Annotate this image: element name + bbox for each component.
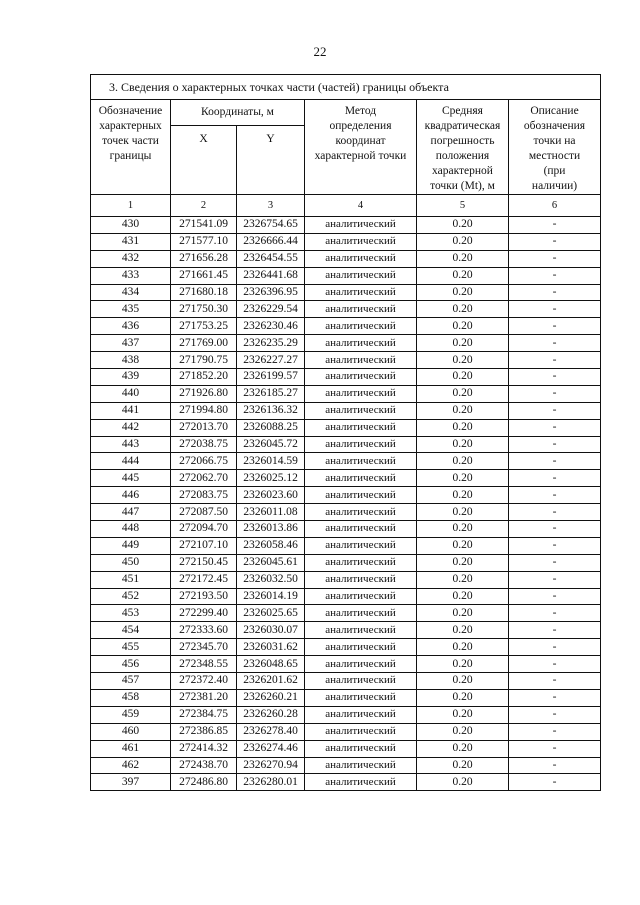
column-number: 2 xyxy=(171,195,237,217)
table-row xyxy=(91,656,601,673)
method-cell: аналитический xyxy=(305,706,417,723)
header-line: Средняя xyxy=(442,105,483,117)
description-cell: - xyxy=(509,622,601,639)
error-cell: 0.20 xyxy=(417,402,509,419)
header-line: координат xyxy=(335,135,386,147)
point-cell: 461 xyxy=(91,740,171,757)
y-coordinate-cell: 2326396.95 xyxy=(237,284,305,301)
y-coordinate-cell: 2326278.40 xyxy=(237,723,305,740)
page-number: 22 xyxy=(313,44,327,59)
point-cell: 448 xyxy=(91,521,171,538)
description-cell: - xyxy=(509,233,601,250)
column-number: 4 xyxy=(305,195,417,217)
table-row xyxy=(91,588,601,605)
point-cell: 446 xyxy=(91,487,171,504)
table-row xyxy=(91,487,601,504)
x-coordinate-cell: 272062.70 xyxy=(171,470,237,487)
method-cell: аналитический xyxy=(305,250,417,267)
x-coordinate-cell: 272386.85 xyxy=(171,723,237,740)
y-coordinate-cell: 2326754.65 xyxy=(237,217,305,234)
point-cell: 445 xyxy=(91,470,171,487)
x-coordinate-cell: 272486.80 xyxy=(171,774,237,791)
description-cell: - xyxy=(509,521,601,538)
y-coordinate-cell: 2326014.59 xyxy=(237,453,305,470)
description-cell: - xyxy=(509,656,601,673)
x-coordinate-cell: 271926.80 xyxy=(171,385,237,402)
description-cell: - xyxy=(509,453,601,470)
y-coordinate-cell: 2326227.27 xyxy=(237,352,305,369)
method-cell: аналитический xyxy=(305,571,417,588)
description-cell: - xyxy=(509,419,601,436)
method-cell: аналитический xyxy=(305,639,417,656)
point-cell: 449 xyxy=(91,537,171,554)
y-coordinate-cell: 2326260.21 xyxy=(237,689,305,706)
method-cell: аналитический xyxy=(305,284,417,301)
point-cell: 457 xyxy=(91,673,171,690)
table-row xyxy=(91,571,601,588)
error-cell: 0.20 xyxy=(417,453,509,470)
column-number: 3 xyxy=(237,195,305,217)
y-coordinate-cell: 2326058.46 xyxy=(237,537,305,554)
x-coordinate-cell: 271994.80 xyxy=(171,402,237,419)
x-coordinate-cell: 271769.00 xyxy=(171,335,237,352)
header-line: обозначения xyxy=(523,120,586,132)
point-cell: 442 xyxy=(91,419,171,436)
y-coordinate-cell: 2326280.01 xyxy=(237,774,305,791)
method-cell: аналитический xyxy=(305,369,417,386)
x-coordinate-cell: 272150.45 xyxy=(171,554,237,571)
y-coordinate-cell: 2326136.32 xyxy=(237,402,305,419)
table-row xyxy=(91,554,601,571)
point-cell: 462 xyxy=(91,757,171,774)
table-row xyxy=(91,233,601,250)
point-cell: 432 xyxy=(91,250,171,267)
point-cell: 430 xyxy=(91,217,171,234)
y-coordinate-cell: 2326274.46 xyxy=(237,740,305,757)
error-cell: 0.20 xyxy=(417,284,509,301)
error-cell: 0.20 xyxy=(417,723,509,740)
error-cell: 0.20 xyxy=(417,470,509,487)
header-line: погрешность xyxy=(430,135,495,147)
table-row xyxy=(91,419,601,436)
point-cell: 452 xyxy=(91,588,171,605)
table-row xyxy=(91,402,601,419)
method-cell: аналитический xyxy=(305,233,417,250)
method-cell: аналитический xyxy=(305,419,417,436)
error-cell: 0.20 xyxy=(417,419,509,436)
error-cell: 0.20 xyxy=(417,774,509,791)
point-cell: 455 xyxy=(91,639,171,656)
description-cell: - xyxy=(509,504,601,521)
header-mean-square-error xyxy=(417,100,509,195)
y-coordinate-cell: 2326032.50 xyxy=(237,571,305,588)
description-cell: - xyxy=(509,605,601,622)
description-cell: - xyxy=(509,369,601,386)
header-line: положения xyxy=(435,150,490,162)
point-cell: 437 xyxy=(91,335,171,352)
method-cell: аналитический xyxy=(305,470,417,487)
description-cell: - xyxy=(509,470,601,487)
x-coordinate-cell: 272013.70 xyxy=(171,419,237,436)
error-cell: 0.20 xyxy=(417,554,509,571)
method-cell: аналитический xyxy=(305,385,417,402)
table-row xyxy=(91,639,601,656)
y-coordinate-cell: 2326025.12 xyxy=(237,470,305,487)
method-cell: аналитический xyxy=(305,554,417,571)
y-coordinate-cell: 2326013.86 xyxy=(237,521,305,538)
description-cell: - xyxy=(509,757,601,774)
table-row xyxy=(91,436,601,453)
x-coordinate-cell: 272087.50 xyxy=(171,504,237,521)
column-number-row xyxy=(91,195,601,217)
header-coordinates: Координаты, м xyxy=(171,100,305,126)
x-coordinate-cell: 271656.28 xyxy=(171,250,237,267)
method-cell: аналитический xyxy=(305,605,417,622)
point-cell: 436 xyxy=(91,318,171,335)
point-cell: 451 xyxy=(91,571,171,588)
x-coordinate-cell: 272107.10 xyxy=(171,537,237,554)
method-cell: аналитический xyxy=(305,673,417,690)
header-line: Обозначение xyxy=(98,105,163,117)
error-cell: 0.20 xyxy=(417,487,509,504)
y-coordinate-cell: 2326030.07 xyxy=(237,622,305,639)
y-coordinate-cell: 2326185.27 xyxy=(237,385,305,402)
header-line: Метод xyxy=(344,105,377,117)
x-coordinate-cell: 272299.40 xyxy=(171,605,237,622)
error-cell: 0.20 xyxy=(417,639,509,656)
table-row xyxy=(91,504,601,521)
description-cell: - xyxy=(509,673,601,690)
header-line: квадратическая xyxy=(424,120,501,132)
description-cell: - xyxy=(509,301,601,318)
point-cell: 453 xyxy=(91,605,171,622)
method-cell: аналитический xyxy=(305,352,417,369)
description-cell: - xyxy=(509,385,601,402)
error-cell: 0.20 xyxy=(417,740,509,757)
error-cell: 0.20 xyxy=(417,217,509,234)
description-cell: - xyxy=(509,571,601,588)
header-line: характерной точки xyxy=(314,150,407,162)
column-number: 5 xyxy=(417,195,509,217)
y-coordinate-cell: 2326199.57 xyxy=(237,369,305,386)
method-cell: аналитический xyxy=(305,740,417,757)
table-row xyxy=(91,267,601,284)
y-coordinate-cell: 2326235.29 xyxy=(237,335,305,352)
error-cell: 0.20 xyxy=(417,521,509,538)
x-coordinate-cell: 271661.45 xyxy=(171,267,237,284)
x-coordinate-cell: 272414.32 xyxy=(171,740,237,757)
error-cell: 0.20 xyxy=(417,622,509,639)
method-cell: аналитический xyxy=(305,504,417,521)
y-coordinate-cell: 2326048.65 xyxy=(237,656,305,673)
header-line: точки на xyxy=(533,135,576,147)
error-cell: 0.20 xyxy=(417,605,509,622)
error-cell: 0.20 xyxy=(417,267,509,284)
point-cell: 438 xyxy=(91,352,171,369)
method-cell: аналитический xyxy=(305,436,417,453)
table-row xyxy=(91,369,601,386)
method-cell: аналитический xyxy=(305,267,417,284)
description-cell: - xyxy=(509,284,601,301)
table-row xyxy=(91,453,601,470)
table-row xyxy=(91,250,601,267)
header-line: наличии) xyxy=(531,180,578,192)
header-line: (при xyxy=(543,165,566,177)
point-cell: 456 xyxy=(91,656,171,673)
point-cell: 450 xyxy=(91,554,171,571)
y-coordinate-cell: 2326666.44 xyxy=(237,233,305,250)
x-coordinate-cell: 271577.10 xyxy=(171,233,237,250)
header-y: Y xyxy=(237,126,305,195)
method-cell: аналитический xyxy=(305,318,417,335)
y-coordinate-cell: 2326045.61 xyxy=(237,554,305,571)
error-cell: 0.20 xyxy=(417,352,509,369)
point-cell: 443 xyxy=(91,436,171,453)
header-line: точек части xyxy=(102,135,159,147)
table-row xyxy=(91,352,601,369)
table-row xyxy=(91,673,601,690)
error-cell: 0.20 xyxy=(417,436,509,453)
x-coordinate-cell: 271680.18 xyxy=(171,284,237,301)
error-cell: 0.20 xyxy=(417,385,509,402)
description-cell: - xyxy=(509,352,601,369)
table-row xyxy=(91,385,601,402)
error-cell: 0.20 xyxy=(417,689,509,706)
y-coordinate-cell: 2326230.46 xyxy=(237,318,305,335)
description-cell: - xyxy=(509,217,601,234)
description-cell: - xyxy=(509,706,601,723)
y-coordinate-cell: 2326088.25 xyxy=(237,419,305,436)
x-coordinate-cell: 272381.20 xyxy=(171,689,237,706)
header-line: местности xyxy=(528,150,581,162)
description-cell: - xyxy=(509,639,601,656)
table-row xyxy=(91,757,601,774)
header-line: точки (Mt), м xyxy=(430,180,495,192)
table-row xyxy=(91,622,601,639)
x-coordinate-cell: 272348.55 xyxy=(171,656,237,673)
description-cell: - xyxy=(509,740,601,757)
method-cell: аналитический xyxy=(305,723,417,740)
description-cell: - xyxy=(509,689,601,706)
description-cell: - xyxy=(509,774,601,791)
point-cell: 433 xyxy=(91,267,171,284)
point-cell: 441 xyxy=(91,402,171,419)
description-cell: - xyxy=(509,588,601,605)
error-cell: 0.20 xyxy=(417,250,509,267)
column-number: 1 xyxy=(91,195,171,217)
description-cell: - xyxy=(509,267,601,284)
point-cell: 447 xyxy=(91,504,171,521)
y-coordinate-cell: 2326229.54 xyxy=(237,301,305,318)
x-coordinate-cell: 272193.50 xyxy=(171,588,237,605)
method-cell: аналитический xyxy=(305,588,417,605)
method-cell: аналитический xyxy=(305,757,417,774)
y-coordinate-cell: 2326045.72 xyxy=(237,436,305,453)
point-cell: 459 xyxy=(91,706,171,723)
method-cell: аналитический xyxy=(305,774,417,791)
description-cell: - xyxy=(509,436,601,453)
y-coordinate-cell: 2326260.28 xyxy=(237,706,305,723)
error-cell: 0.20 xyxy=(417,571,509,588)
table-row xyxy=(91,521,601,538)
table-row xyxy=(91,217,601,234)
point-cell: 444 xyxy=(91,453,171,470)
table-body xyxy=(91,217,601,791)
error-cell: 0.20 xyxy=(417,757,509,774)
x-coordinate-cell: 271852.20 xyxy=(171,369,237,386)
method-cell: аналитический xyxy=(305,689,417,706)
x-coordinate-cell: 272172.45 xyxy=(171,571,237,588)
table-row xyxy=(91,689,601,706)
y-coordinate-cell: 2326014.19 xyxy=(237,588,305,605)
method-cell: аналитический xyxy=(305,453,417,470)
method-cell: аналитический xyxy=(305,521,417,538)
error-cell: 0.20 xyxy=(417,318,509,335)
description-cell: - xyxy=(509,487,601,504)
point-cell: 431 xyxy=(91,233,171,250)
column-number: 6 xyxy=(509,195,601,217)
x-coordinate-cell: 272083.75 xyxy=(171,487,237,504)
section-title: 3. Сведения о характерных точках части (частей) границы объекта xyxy=(91,75,601,100)
point-cell: 458 xyxy=(91,689,171,706)
point-cell: 397 xyxy=(91,774,171,791)
header-line: определения xyxy=(329,120,392,132)
point-cell: 454 xyxy=(91,622,171,639)
error-cell: 0.20 xyxy=(417,335,509,352)
error-cell: 0.20 xyxy=(417,656,509,673)
characteristic-points-table xyxy=(90,74,601,791)
header-line: Описание xyxy=(530,105,579,117)
header-point-designation xyxy=(91,100,171,195)
y-coordinate-cell: 2326270.94 xyxy=(237,757,305,774)
description-cell: - xyxy=(509,554,601,571)
error-cell: 0.20 xyxy=(417,301,509,318)
point-cell: 460 xyxy=(91,723,171,740)
method-cell: аналитический xyxy=(305,217,417,234)
table-row xyxy=(91,335,601,352)
table-row xyxy=(91,284,601,301)
y-coordinate-cell: 2326025.65 xyxy=(237,605,305,622)
description-cell: - xyxy=(509,537,601,554)
header-line: границы xyxy=(109,150,152,162)
method-cell: аналитический xyxy=(305,301,417,318)
method-cell: аналитический xyxy=(305,335,417,352)
y-coordinate-cell: 2326201.62 xyxy=(237,673,305,690)
error-cell: 0.20 xyxy=(417,588,509,605)
description-cell: - xyxy=(509,335,601,352)
header-line: характерной xyxy=(432,165,493,177)
y-coordinate-cell: 2326454.55 xyxy=(237,250,305,267)
x-coordinate-cell: 271790.75 xyxy=(171,352,237,369)
x-coordinate-cell: 272038.75 xyxy=(171,436,237,453)
description-cell: - xyxy=(509,723,601,740)
header-method xyxy=(305,100,417,195)
x-coordinate-cell: 271753.25 xyxy=(171,318,237,335)
y-coordinate-cell: 2326441.68 xyxy=(237,267,305,284)
method-cell: аналитический xyxy=(305,537,417,554)
description-cell: - xyxy=(509,318,601,335)
point-cell: 435 xyxy=(91,301,171,318)
table-row xyxy=(91,774,601,791)
table-row xyxy=(91,537,601,554)
y-coordinate-cell: 2326011.08 xyxy=(237,504,305,521)
x-coordinate-cell: 272345.70 xyxy=(171,639,237,656)
x-coordinate-cell: 272384.75 xyxy=(171,706,237,723)
error-cell: 0.20 xyxy=(417,504,509,521)
error-cell: 0.20 xyxy=(417,369,509,386)
header-line: характерных xyxy=(99,120,162,132)
description-cell: - xyxy=(509,402,601,419)
method-cell: аналитический xyxy=(305,402,417,419)
table-row xyxy=(91,605,601,622)
table-row xyxy=(91,470,601,487)
error-cell: 0.20 xyxy=(417,673,509,690)
method-cell: аналитический xyxy=(305,487,417,504)
error-cell: 0.20 xyxy=(417,706,509,723)
table-row xyxy=(91,723,601,740)
method-cell: аналитический xyxy=(305,622,417,639)
x-coordinate-cell: 272372.40 xyxy=(171,673,237,690)
error-cell: 0.20 xyxy=(417,233,509,250)
point-cell: 439 xyxy=(91,369,171,386)
x-coordinate-cell: 272066.75 xyxy=(171,453,237,470)
header-x: X xyxy=(171,126,237,195)
table-row xyxy=(91,318,601,335)
point-cell: 434 xyxy=(91,284,171,301)
y-coordinate-cell: 2326023.60 xyxy=(237,487,305,504)
method-cell: аналитический xyxy=(305,656,417,673)
table-row xyxy=(91,706,601,723)
x-coordinate-cell: 272438.70 xyxy=(171,757,237,774)
x-coordinate-cell: 272094.70 xyxy=(171,521,237,538)
header-description xyxy=(509,100,601,195)
x-coordinate-cell: 271750.30 xyxy=(171,301,237,318)
error-cell: 0.20 xyxy=(417,537,509,554)
point-cell: 440 xyxy=(91,385,171,402)
y-coordinate-cell: 2326031.62 xyxy=(237,639,305,656)
table-row xyxy=(91,301,601,318)
x-coordinate-cell: 272333.60 xyxy=(171,622,237,639)
x-coordinate-cell: 271541.09 xyxy=(171,217,237,234)
description-cell: - xyxy=(509,250,601,267)
table-row xyxy=(91,740,601,757)
